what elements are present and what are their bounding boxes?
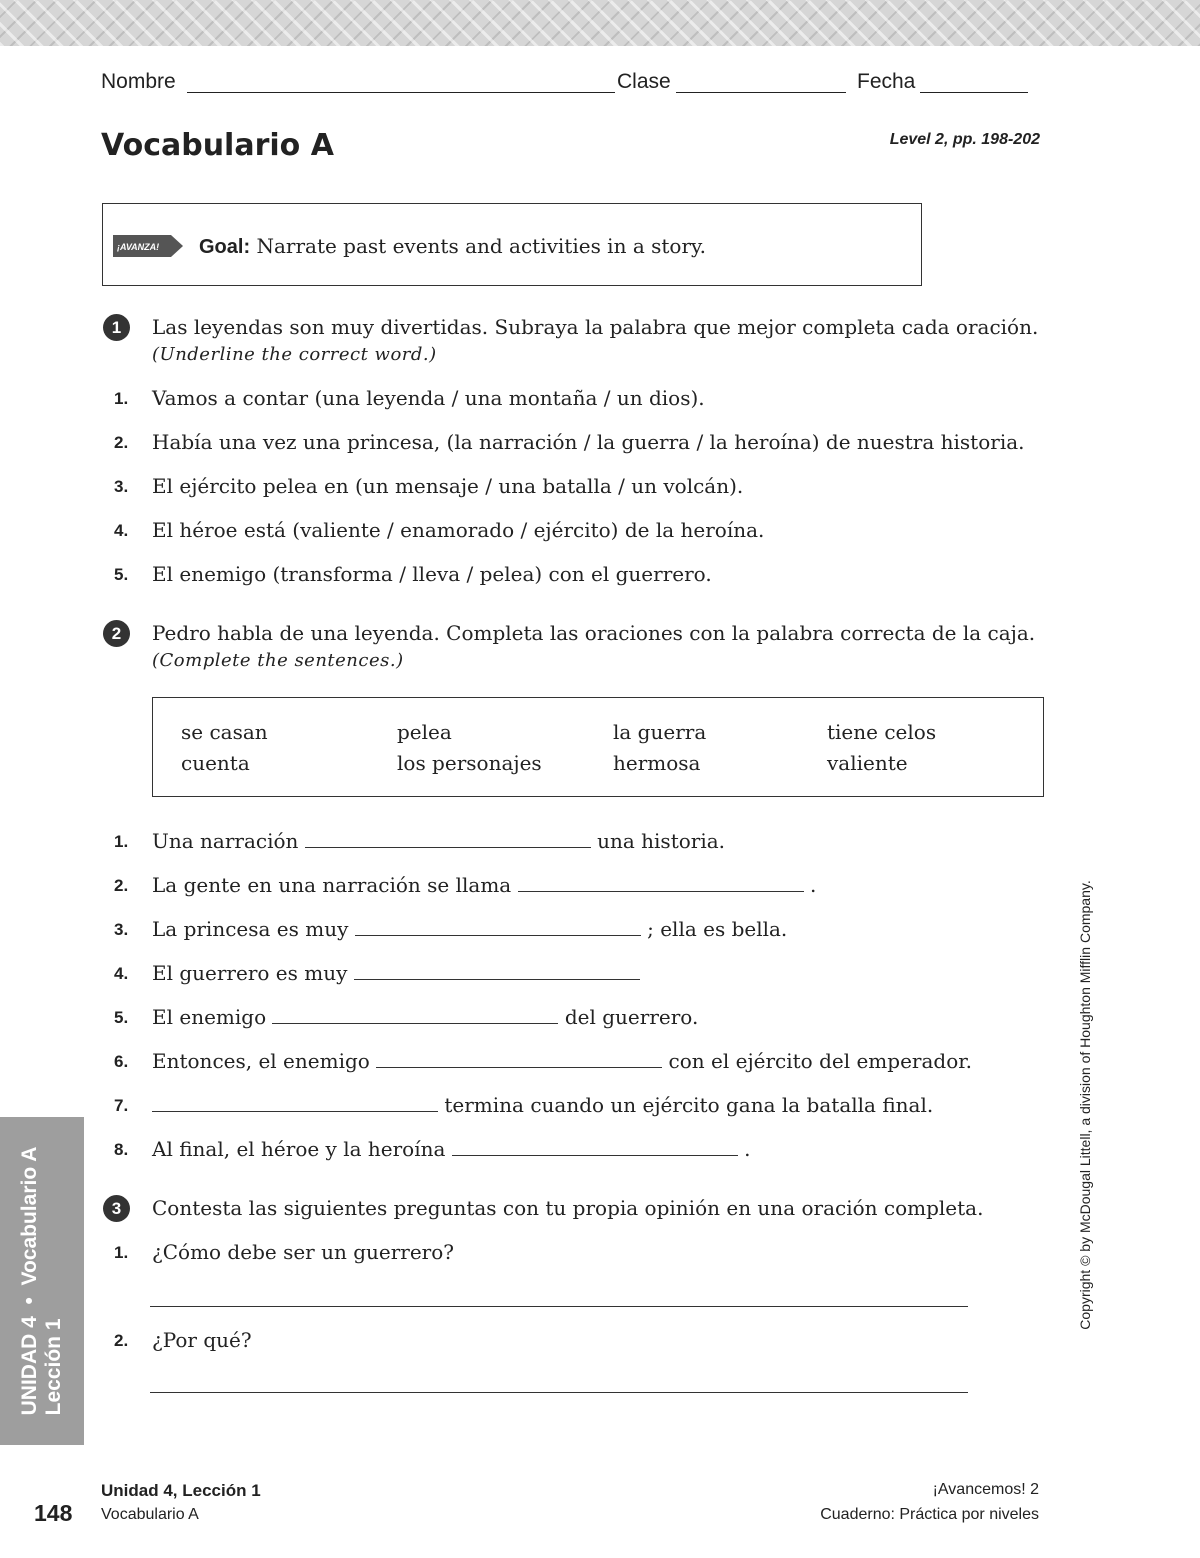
- s2-item-2: [152, 873, 816, 897]
- s2-item-5-before: El enemigo: [152, 1005, 267, 1029]
- s1-item-2-text: Había una vez una princesa, (la narración / la guerra / la heroína) de nuestra historia.: [152, 430, 1025, 454]
- clase-label: Clase: [617, 70, 671, 93]
- goal-text: [199, 234, 706, 259]
- s2-item-6-before: Entonces, el enemigo: [152, 1049, 370, 1073]
- s2-item-4: [152, 961, 640, 985]
- side-tab-vocab: Vocabulario A: [18, 1146, 41, 1286]
- section-3-number: 3: [103, 1195, 130, 1222]
- s2-item-7: [152, 1093, 933, 1117]
- s2-item-3-number: 3.: [114, 920, 129, 939]
- s2-item-7-after: termina cuando un ejército gana la batalla final.: [444, 1093, 934, 1117]
- s2-item-4-before: El guerrero es muy: [152, 961, 348, 985]
- s3-item-1-answer-line[interactable]: [150, 1306, 968, 1307]
- copyright-notice: Copyright © by McDougal Littell, a division of Houghton Mifflin Company.: [1077, 880, 1093, 1330]
- s2-item-5-blank[interactable]: [272, 1005, 558, 1024]
- s2-item-1: [152, 829, 725, 853]
- word-bank-item: valiente: [827, 751, 908, 775]
- footer-book: ¡Avancemos! 2: [932, 1481, 1039, 1498]
- s2-item-8-number: 8.: [114, 1140, 129, 1159]
- word-bank-item: tiene celos: [827, 720, 937, 744]
- s2-item-5: [152, 1005, 698, 1029]
- s3-item-1-question: ¿Cómo debe ser un guerrero?: [152, 1240, 455, 1264]
- s2-item-1-after: una historia.: [597, 829, 726, 853]
- s2-item-8-blank[interactable]: [452, 1137, 738, 1156]
- s1-item-3-text: El ejército pelea en (un mensaje / una batalla / un volcán).: [152, 474, 744, 498]
- avanza-badge-text: ¡AVANZA!: [117, 242, 160, 252]
- footer-workbook: Cuaderno: Práctica por niveles: [820, 1506, 1039, 1523]
- section-2-translation: (Complete the sentences.): [152, 650, 404, 671]
- s2-item-1-before: Una narración: [152, 829, 299, 853]
- s1-item-1-number: 1.: [114, 389, 129, 408]
- s2-item-5-after: del guerrero.: [564, 1005, 699, 1029]
- s2-item-3-blank[interactable]: [355, 917, 641, 936]
- section-2-instruction: Pedro habla de una leyenda. Completa las oraciones con la palabra correcta de la caja.: [152, 621, 1036, 645]
- word-bank-box: [152, 697, 1044, 797]
- s3-item-2-question: ¿Por qué?: [152, 1328, 252, 1352]
- s2-item-2-before: La gente en una narración se llama: [152, 873, 512, 897]
- s1-item-2-number: 2.: [114, 433, 129, 452]
- word-bank-item: pelea: [397, 720, 452, 744]
- s2-item-6: [152, 1049, 972, 1073]
- s1-item-1-text: Vamos a contar (una leyenda / una montaña / un dios).: [152, 386, 705, 410]
- section-1-instruction: Las leyendas son muy divertidas. Subraya la palabra que mejor completa cada oración.: [152, 315, 1039, 339]
- s2-item-7-number: 7.: [114, 1096, 129, 1115]
- s1-item-4-number: 4.: [114, 521, 129, 540]
- side-tab-bullet: •: [18, 1297, 41, 1305]
- s2-item-8: [152, 1137, 751, 1161]
- s2-item-1-number: 1.: [114, 832, 129, 851]
- s3-item-2-answer-line[interactable]: [150, 1392, 968, 1393]
- s1-item-3-number: 3.: [114, 477, 129, 496]
- nombre-label: Nombre: [101, 70, 176, 93]
- goal-label: Goal:: [199, 236, 251, 258]
- section-1-number: 1: [103, 314, 130, 341]
- section-2-number: 2: [103, 620, 130, 647]
- s2-item-5-number: 5.: [114, 1008, 129, 1027]
- s2-item-7-blank[interactable]: [152, 1093, 438, 1112]
- footer-sub: Vocabulario A: [101, 1506, 199, 1523]
- word-bank-item: se casan: [181, 720, 268, 744]
- goal-box: [102, 203, 922, 286]
- s3-item-1-number: 1.: [114, 1243, 129, 1262]
- section-3-instruction: Contesta las siguientes preguntas con tu propia opinión en una oración completa.: [152, 1196, 984, 1220]
- s2-item-4-blank[interactable]: [354, 961, 640, 980]
- unit-side-tab: [0, 1117, 84, 1445]
- word-bank-item: cuenta: [181, 751, 250, 775]
- side-tab-text: [18, 1147, 66, 1416]
- s2-item-3-before: La princesa es muy: [152, 917, 349, 941]
- s1-item-4-text: El héroe está (valiente / enamorado / ejército) de la heroína.: [152, 518, 765, 542]
- s1-item-5-text: El enemigo (transforma / lleva / pelea) con el guerrero.: [152, 562, 712, 586]
- word-bank-item: hermosa: [613, 751, 701, 775]
- section-1-translation: (Underline the correct word.): [152, 344, 437, 365]
- s2-item-8-before: Al final, el héroe y la heroína: [152, 1137, 446, 1161]
- s2-item-2-number: 2.: [114, 876, 129, 895]
- avanza-arrow-icon: [113, 235, 183, 257]
- decorative-banner: [0, 0, 1200, 46]
- level-reference: Level 2, pp. 198-202: [889, 131, 1040, 148]
- s2-item-2-blank[interactable]: [518, 873, 804, 892]
- s2-item-3: [152, 917, 787, 941]
- nombre-field[interactable]: [187, 92, 615, 93]
- footer-unit: Unidad 4, Lección 1: [101, 1481, 261, 1500]
- banner-pattern: [0, 0, 1200, 46]
- s3-item-2-number: 2.: [114, 1331, 129, 1350]
- s2-item-2-after: .: [809, 873, 817, 897]
- s2-item-3-after: ; ella es bella.: [647, 917, 788, 941]
- clase-field[interactable]: [676, 92, 846, 93]
- s2-item-1-blank[interactable]: [305, 829, 591, 848]
- goal-description: Narrate past events and activities in a story.: [250, 234, 707, 258]
- s1-item-5-number: 5.: [114, 565, 129, 584]
- word-bank-item: la guerra: [613, 720, 707, 744]
- s2-item-8-after: .: [744, 1137, 751, 1161]
- side-tab-line-1: [18, 1147, 42, 1416]
- page-title: Vocabulario A: [101, 128, 334, 163]
- side-tab-unidad: UNIDAD 4: [18, 1316, 41, 1416]
- s2-item-4-number: 4.: [114, 964, 129, 983]
- s2-item-6-after: con el ejército del emperador.: [668, 1049, 972, 1073]
- s2-item-6-blank[interactable]: [376, 1049, 662, 1068]
- word-bank-item: los personajes: [397, 751, 542, 775]
- fecha-label: Fecha: [857, 70, 916, 93]
- page-number: 148: [34, 1500, 73, 1526]
- fecha-field[interactable]: [920, 92, 1028, 93]
- side-tab-leccion: Lección 1: [42, 1318, 65, 1416]
- s2-item-6-number: 6.: [114, 1052, 129, 1071]
